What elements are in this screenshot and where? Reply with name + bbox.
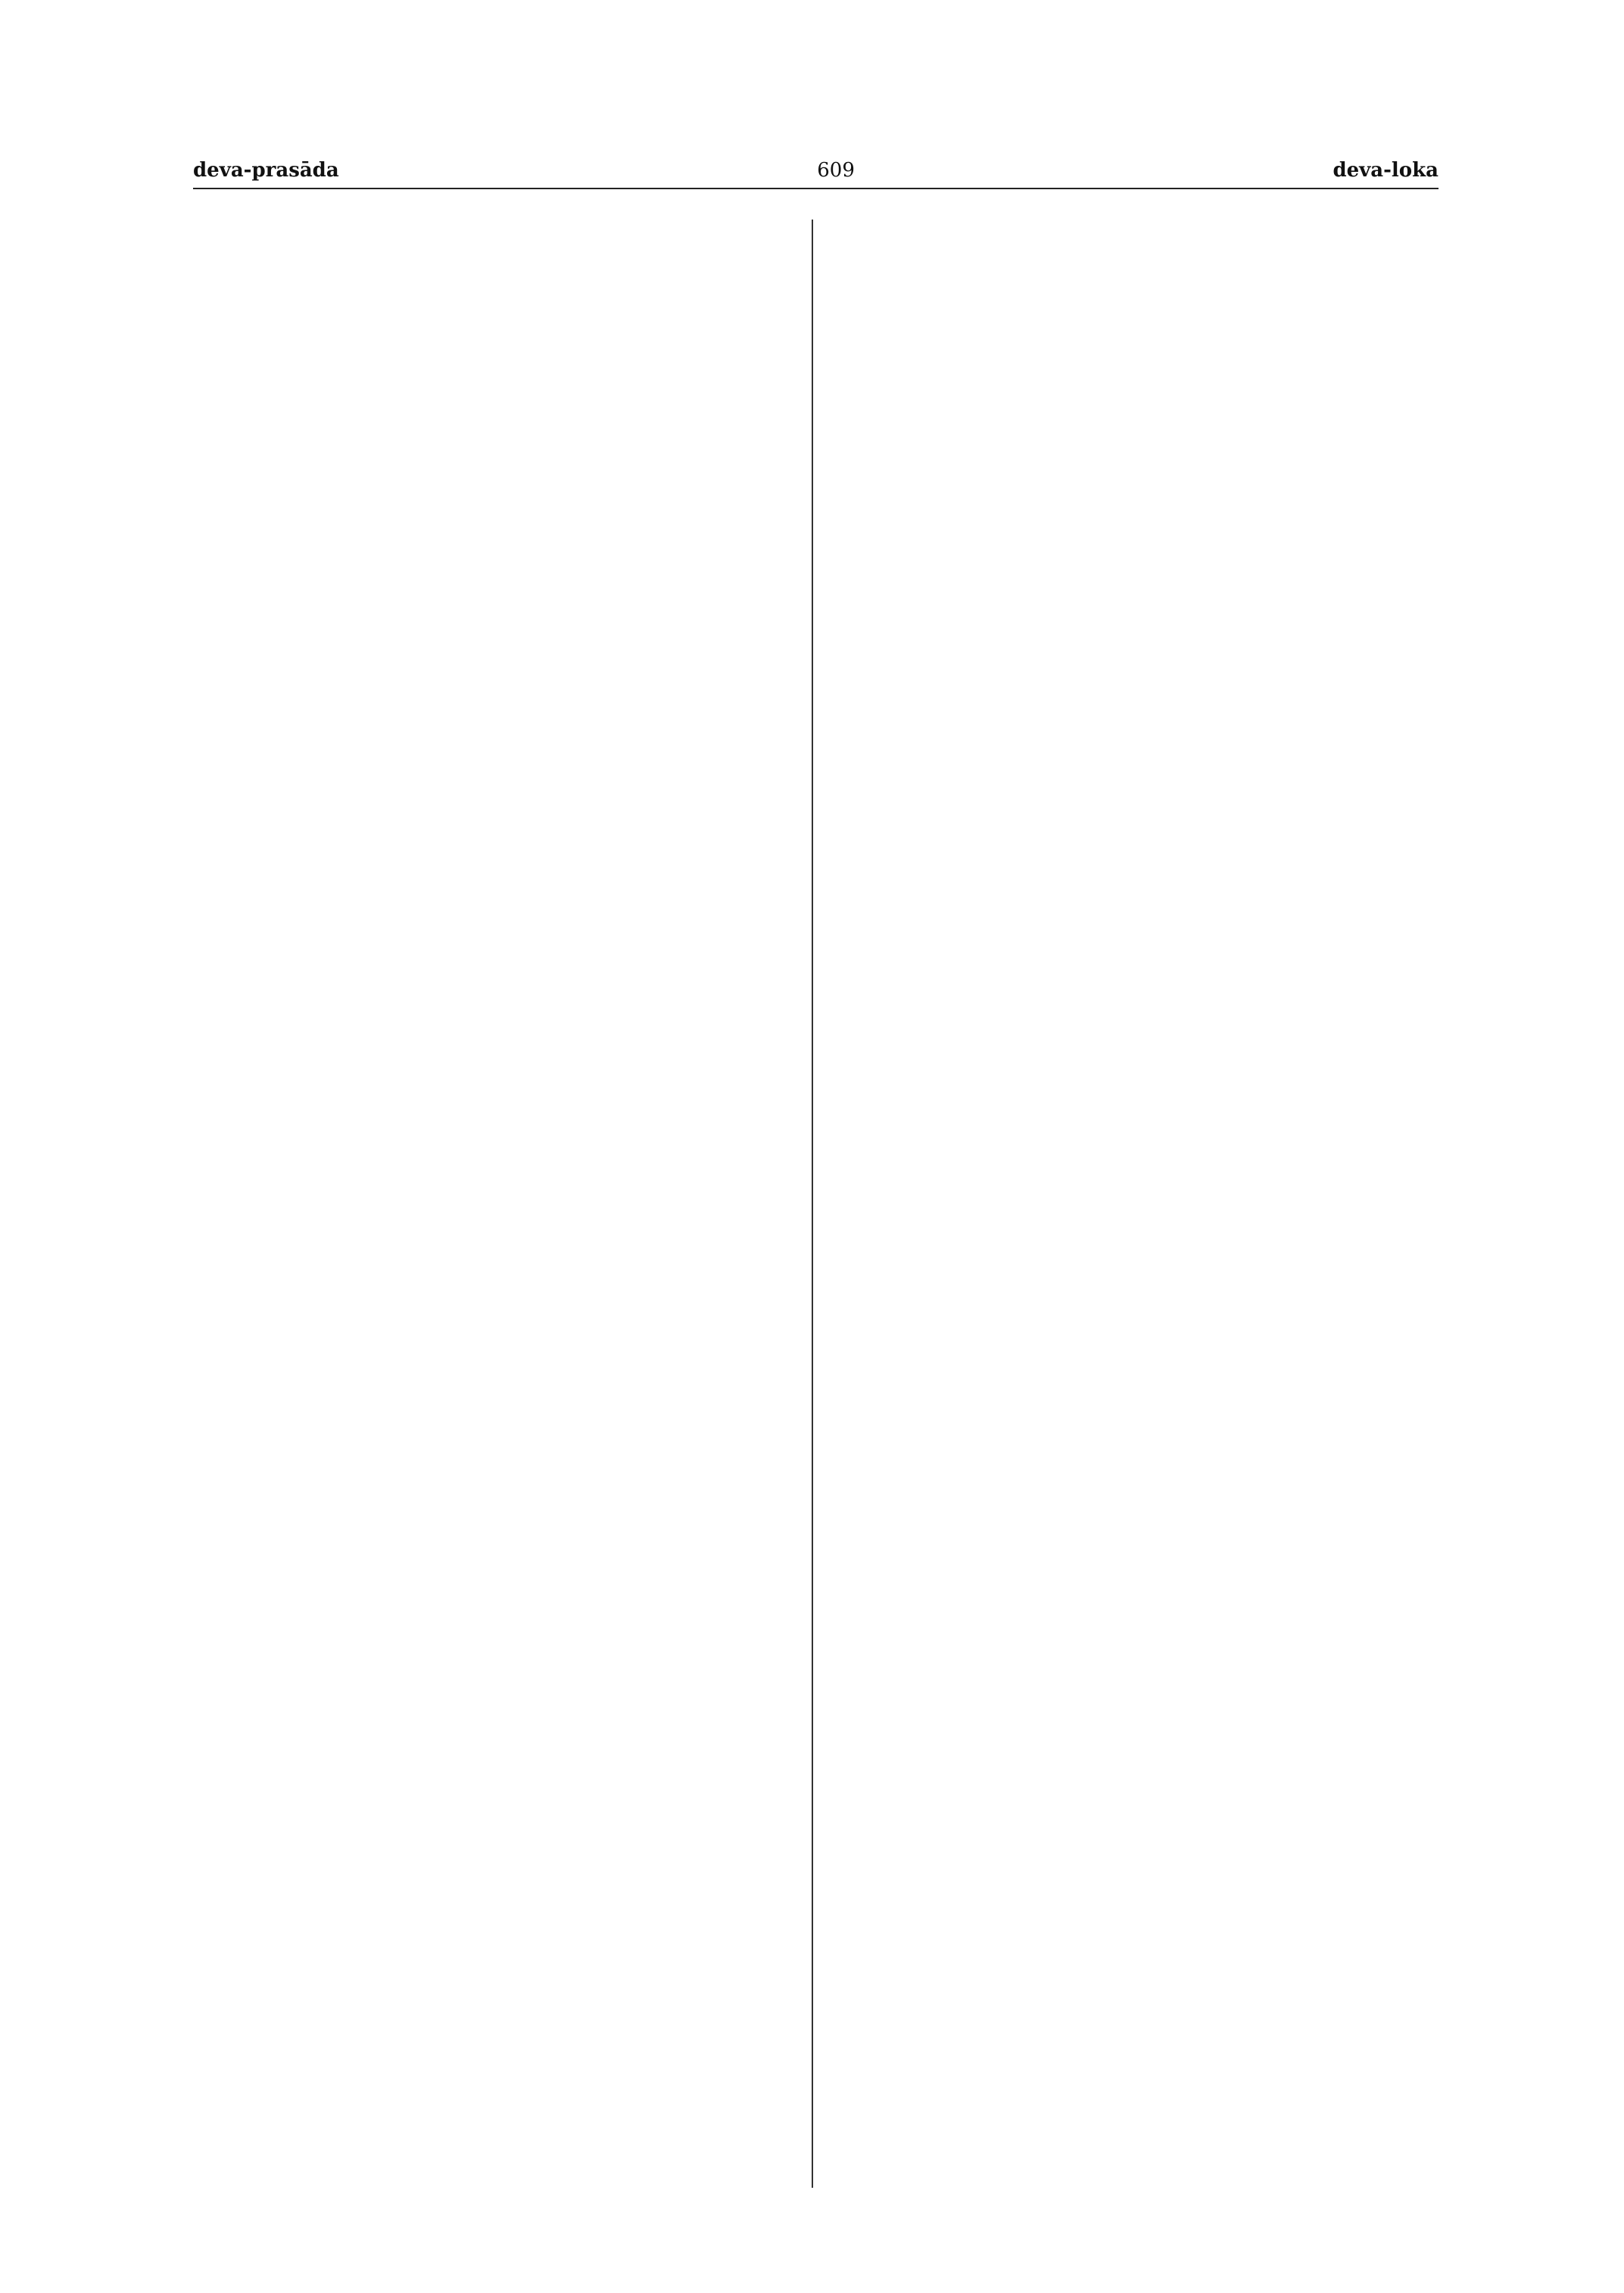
header-rule — [193, 188, 1439, 189]
right-column — [825, 220, 1439, 2217]
left-guide-word: deva-prasāda — [193, 159, 339, 182]
right-guide-word: deva-loka — [1333, 159, 1439, 182]
page-number: 609 — [817, 159, 855, 182]
column-divider — [812, 220, 813, 2188]
left-column — [193, 220, 799, 2217]
running-header — [193, 151, 1439, 182]
